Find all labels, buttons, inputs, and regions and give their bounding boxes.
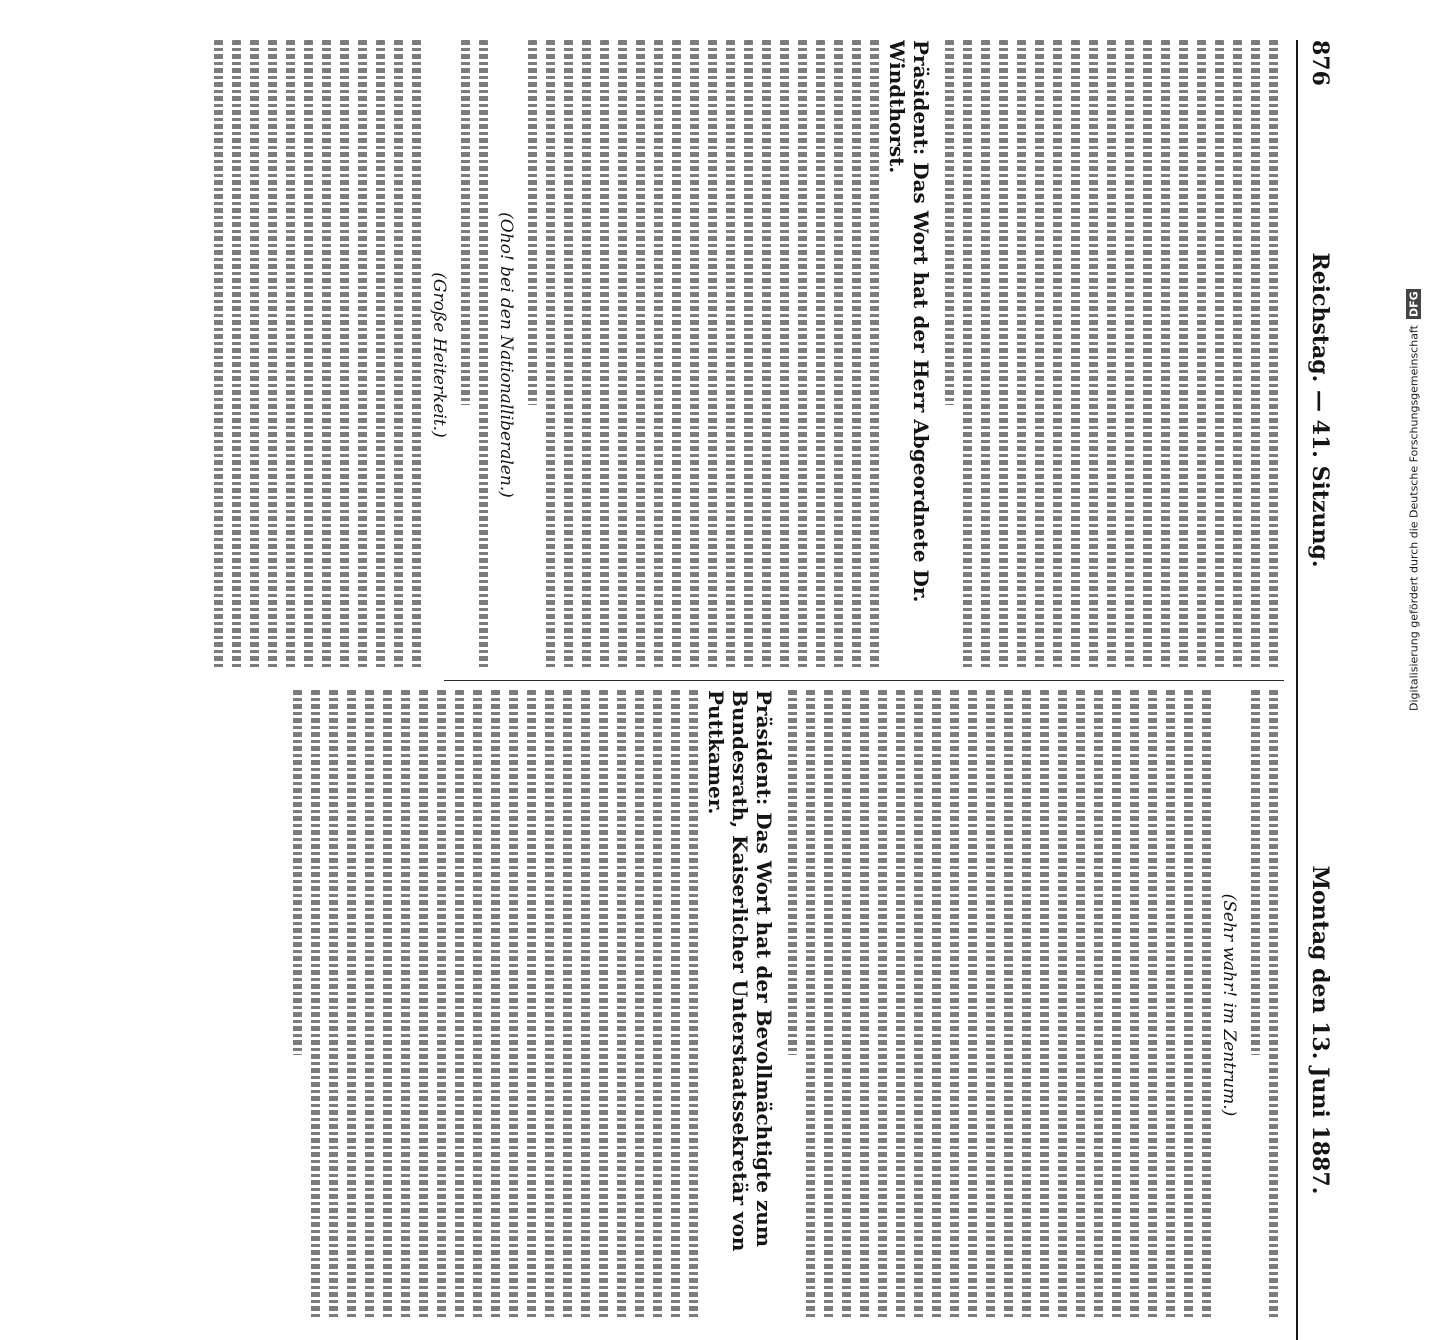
header-right-title: Montag den 13. Juni 1887. [1307,865,1333,1195]
header-left-title: Reichstag. — 41. Sitzung. [1307,252,1333,568]
credit-text: Digitalisierung gefördert durch die Deutsche Forschungsgemeinschaft [1407,324,1421,711]
stage-direction: (Sehr wahr! im Zentrum.) [1219,893,1239,1117]
column-divider [444,680,1284,681]
paragraph-block [945,40,1278,670]
paragraph-block [461,40,488,670]
page-number: 876 [1307,40,1333,86]
speaker-heading: Präsident: Das Wort hat der Herr Abgeordnete Dr. Windthorst. [885,40,933,603]
rotated-page [40,40,1340,1252]
paragraph-block [293,690,698,1320]
paragraph-block [214,40,421,670]
paragraph-block [788,690,1211,1320]
stage-direction: (Große Heiterkeit.) [429,272,449,438]
side-credit [1402,0,1426,1000]
paragraph-block [528,40,879,670]
dfg-badge: DFG [1407,291,1421,317]
text-column-right [444,690,1284,1320]
paragraph-block [1251,690,1278,1320]
text-column-left [429,40,1284,670]
running-header [1300,40,1340,1340]
header-rule [1296,40,1298,1340]
stage-direction: (Oho! bei den Nationalliberalen.) [496,212,516,498]
speaker-heading: Präsident: Das Wort hat der Bevollmächtigte zum Bundesrath, Kaiserlicher Unterstaatssekretär von Puttkamer. [704,690,776,1252]
